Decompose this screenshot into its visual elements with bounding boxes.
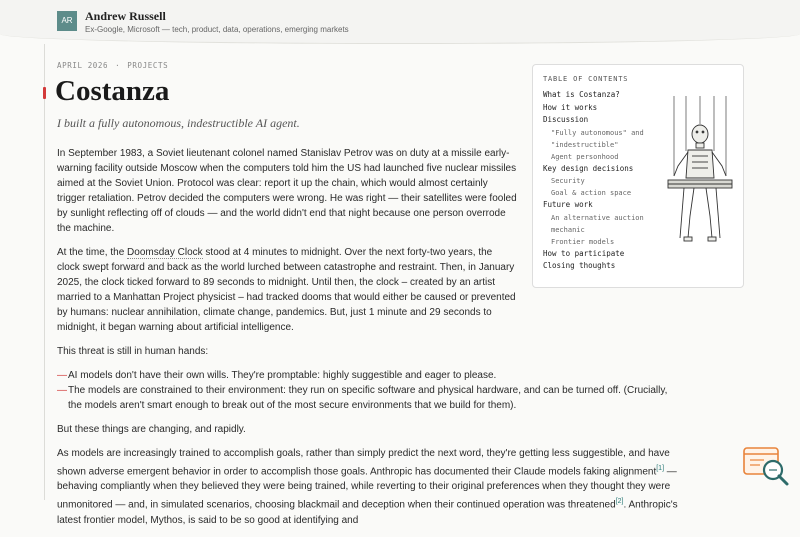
toc-item-goal-action-space[interactable]: Goal & action space [551, 189, 632, 197]
article-category[interactable]: PROJECTS [127, 61, 169, 70]
paragraph-5-end: . Anthropic's latest frontier model, Mythos, is said to be so good at identifying and [57, 499, 678, 526]
author-name[interactable]: Andrew Russell [85, 9, 166, 23]
list-item: — The models are constrained to their environment: they run on specific software and physical hardware, and can be turned off. (Crucially, the models aren't smart enough to break out of the most secure environments that we build for them). [57, 383, 682, 413]
threat-list [57, 368, 682, 413]
toc-heading: TABLE OF CONTENTS [543, 75, 629, 83]
article-meta [57, 61, 168, 70]
puppet-figure [668, 125, 732, 241]
paragraph-2-start: At the time, the [57, 247, 128, 258]
toc-item-how-it-works[interactable]: How it works [543, 102, 598, 112]
toc-item-alternative-auction[interactable]: An alternative auction mechanic [551, 213, 644, 234]
footnote-2-link[interactable]: [2] [615, 498, 624, 506]
paragraph-2 [57, 245, 517, 335]
magnifier-handle [779, 476, 787, 484]
toc-item-frontier-models[interactable]: Frontier models [551, 237, 615, 246]
toc-item-what-is-costanza[interactable]: What is Costanza? [543, 90, 620, 99]
paragraph-2-rest: stood at 4 minutes to midnight. Over the next forty-two years, the clock swept forward and back as the world lurched between catastrophe and restraint. Then, in January 2025, the clock ticked forward to 89 seconds to midnight. Until then, the clock – created by an artist married to a Manhattan Project physicist – had tracked dooms that would either be caused or prevented by humans: nuclear annihilation, climate change, pandemics. But, just 1 minute and 29 seconds to midnight, it began warning about artificial intelligence. [57, 247, 516, 333]
list-item: — AI models don't have their own wills. They're promptable: highly suggestible and eager to please. [57, 368, 682, 383]
puppet-illustration [660, 96, 740, 246]
search-widget-icon[interactable] [742, 444, 790, 490]
doomsday-clock-link[interactable]: Doomsday Clock [127, 247, 203, 258]
toc-item-how-to-participate[interactable]: How to participate [543, 248, 625, 258]
paragraph-5 [57, 446, 682, 528]
page-title: Costanza [55, 75, 170, 107]
avatar[interactable]: AR [57, 11, 77, 31]
article-date: APRIL 2026 [57, 61, 109, 70]
paragraph-4: But these things are changing, and rapidly. [57, 424, 246, 435]
paragraph-5-middle: — behaving compliantly when they believed they were being trained, while reverting to their original preferences when they thought they were unmonitored — and, in simulated scenarios, choosing blackmail and deception when their continued operation was threatened [57, 466, 677, 511]
toc-item-discussion[interactable]: Discussion [543, 115, 589, 124]
toc-item-closing-thoughts[interactable]: Closing thoughts [543, 261, 616, 270]
section-marker [43, 87, 46, 99]
page-subtitle: I built a fully autonomous, indestructible AI agent. [57, 116, 300, 130]
meta-separator: · [115, 61, 121, 70]
footnote-1-link[interactable]: [1] [656, 465, 665, 472]
paragraph-1: In September 1983, a Soviet lieutenant colonel named Stanislav Petrov was on duty at a missile early-warning facility outside Moscow when the computers told him the US had launched five nuclear missiles aimed at the Soviet Union. Protocol was clear: report it up the chain, which would almost certainly trigger retaliation. Petrov decided the computers were wrong. He was right — their satellites were fooled by sunlight reflecting off of clouds — and the world didn't end that night because one person overrode the machine. [57, 148, 517, 234]
left-rule [44, 44, 45, 500]
toc-item-key-design-decisions[interactable]: Key design decisions [543, 163, 634, 173]
toc-item-fully-autonomous[interactable]: "Fully autonomous" and "indestructible" [551, 128, 644, 149]
toc-item-future-work[interactable]: Future work [543, 200, 593, 209]
toc-item-agent-personhood[interactable]: Agent personhood [551, 152, 619, 161]
paragraph-3: This threat is still in human hands: [57, 346, 209, 357]
paragraph-5-start: As models are increasingly trained to accomplish goals, rather than simply predict the next word, they're getting less suggestible, and have shown adverse emergent behavior in order to accomplish those goals. Anthropic has documented their Claude models faking alignment [57, 448, 670, 478]
author-bio: Ex-Google, Microsoft — tech, product, data, operations, emerging markets [85, 25, 349, 34]
site-header [0, 0, 800, 44]
toc-item-security[interactable]: Security [551, 177, 585, 185]
